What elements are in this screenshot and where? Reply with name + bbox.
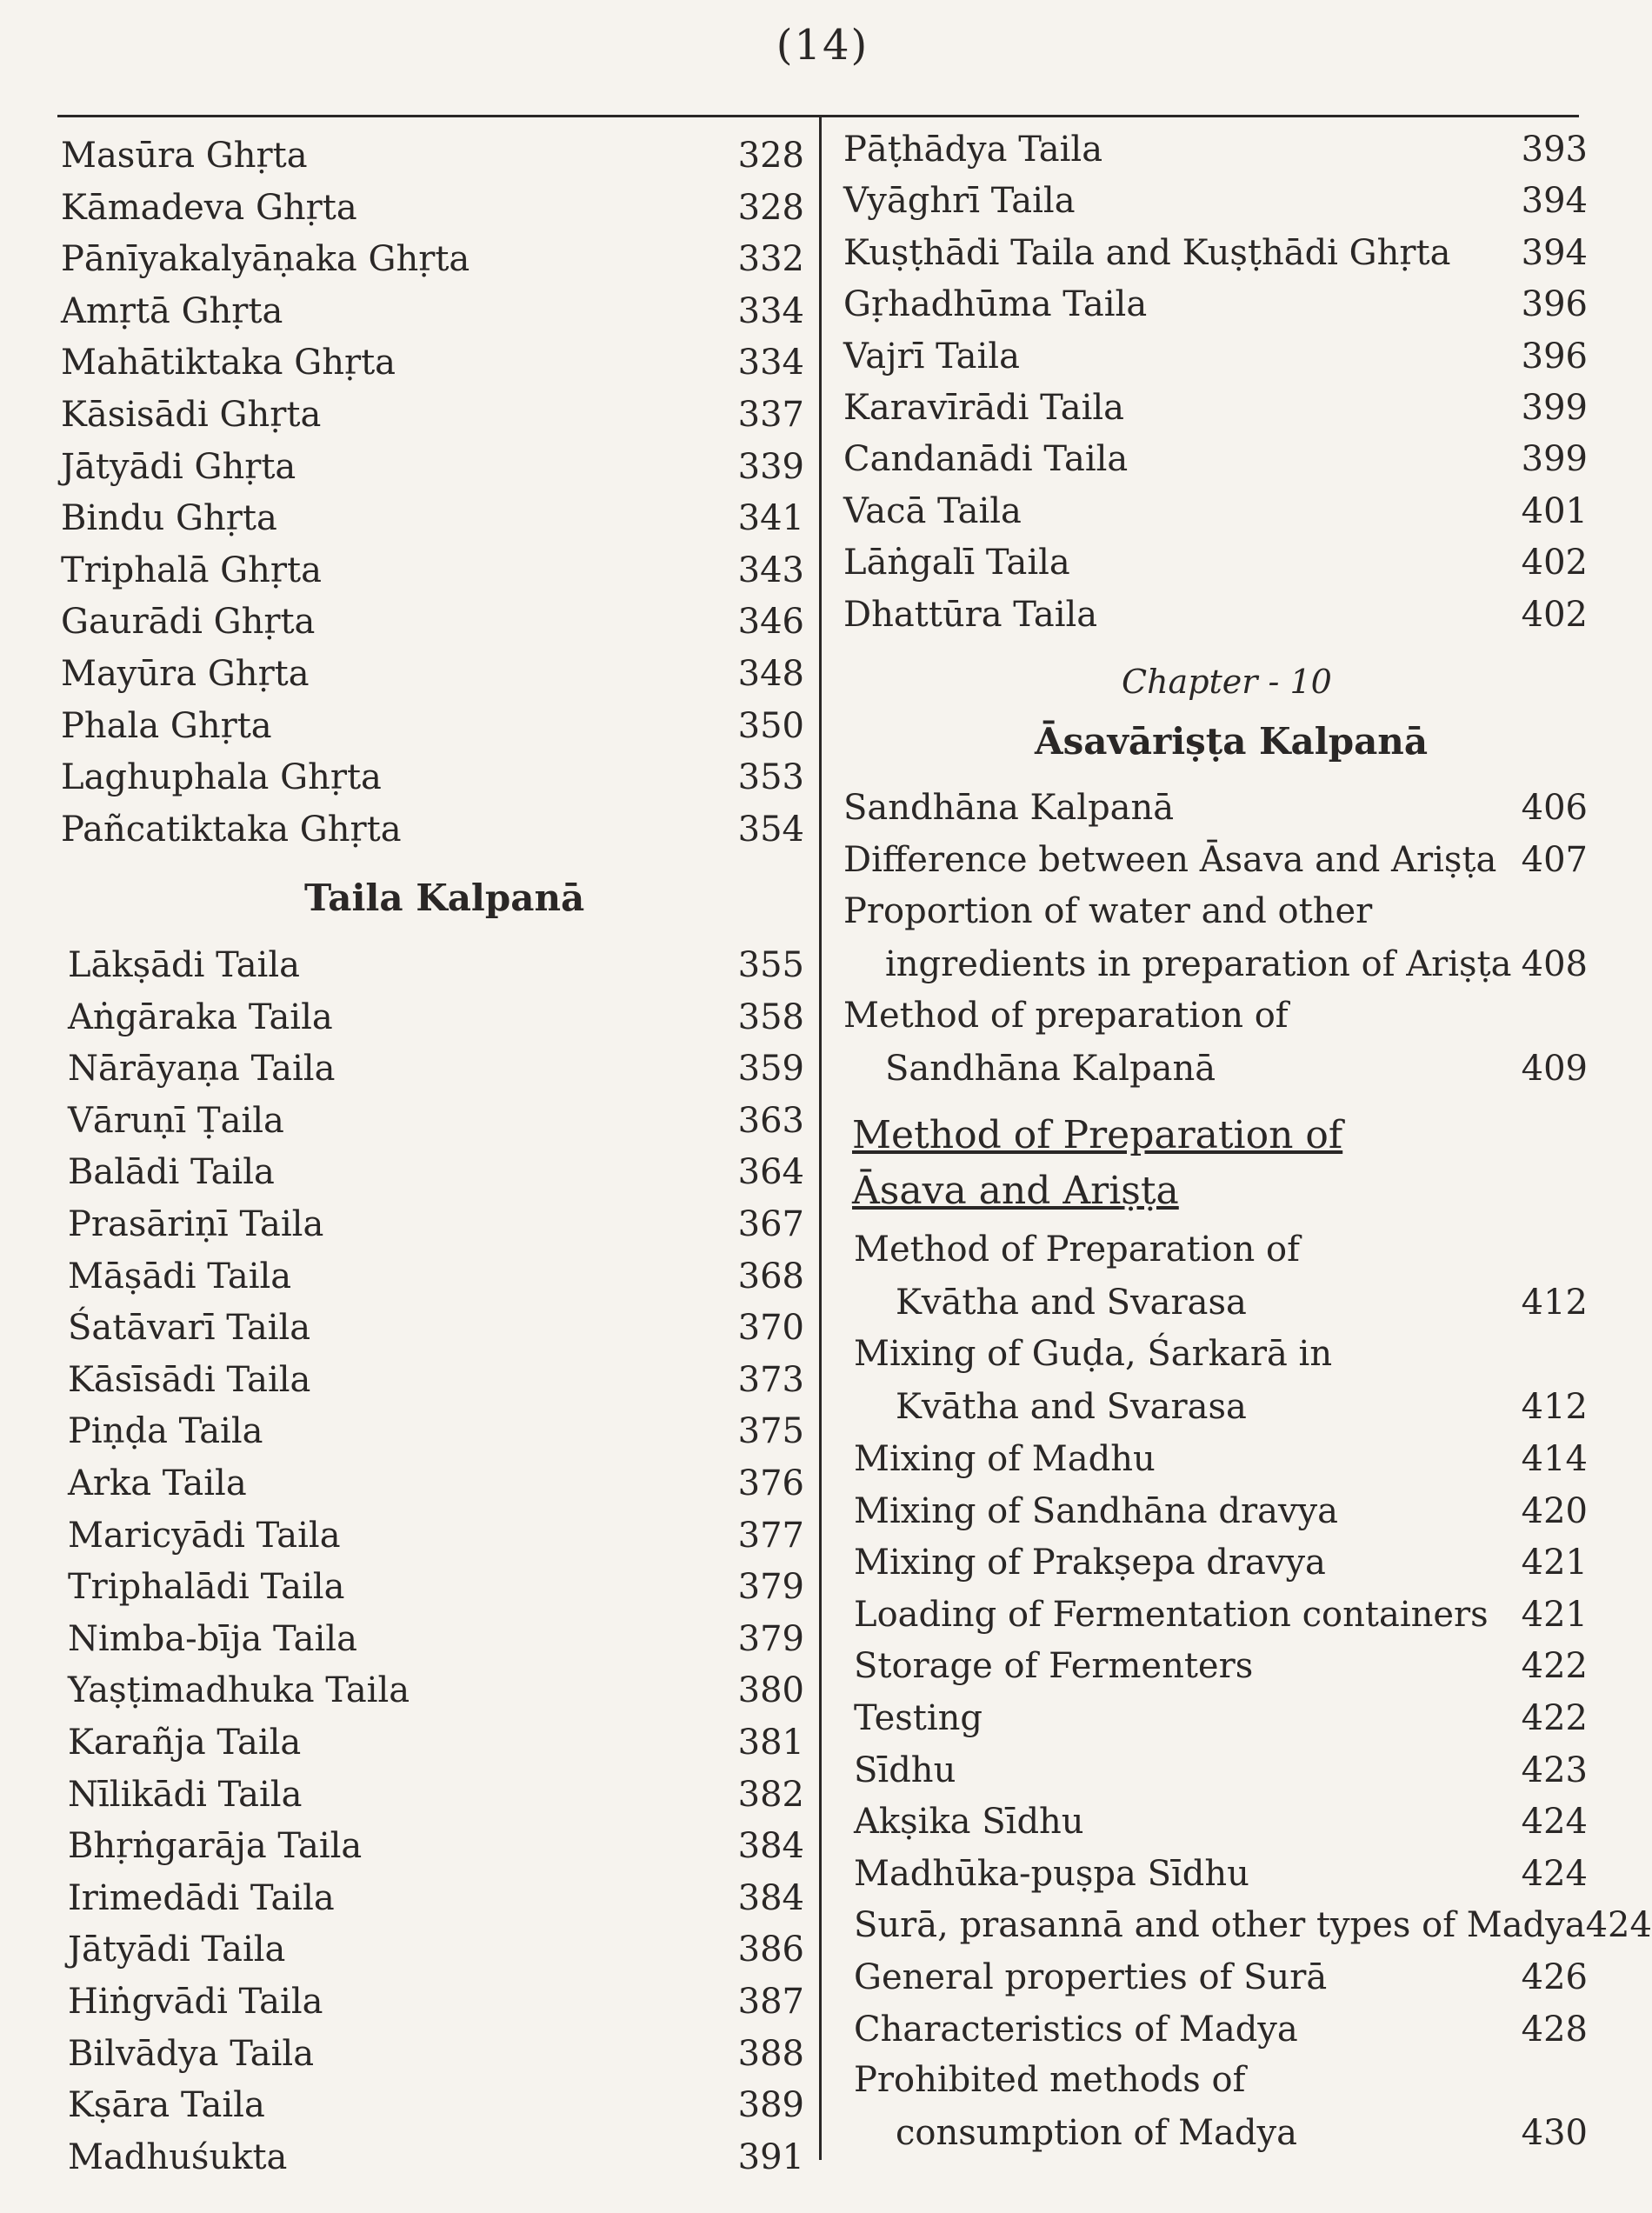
toc-entry [68, 1463, 804, 1504]
entry-title: Loading of Fermentation containers [854, 1594, 1489, 1635]
entry-page: 364 [737, 1152, 804, 1193]
entry-page: 402 [1521, 594, 1588, 635]
entry-title: Kāmadeva Ghṛta [61, 187, 357, 228]
entry-page: 391 [737, 2136, 804, 2177]
entry-page: 426 [1521, 1957, 1588, 1997]
entry-title: Nimba-bīja Taila [68, 1618, 357, 1659]
entry-title: General properties of Surā [854, 1957, 1328, 1997]
entry-page: 334 [737, 290, 804, 331]
entry-page: 380 [737, 1670, 804, 1711]
entry-title: Pañcatiktaka Ghṛta [61, 809, 402, 850]
toc-entry [68, 2033, 804, 2075]
entry-page: 420 [1521, 1490, 1588, 1531]
toc-entry [68, 1929, 804, 1970]
top-rule [57, 115, 1579, 117]
toc-entry [61, 342, 804, 383]
entry-page: 358 [737, 997, 804, 1037]
toc-entry [68, 2136, 804, 2178]
entry-title: Jātyādi Ghṛta [61, 446, 296, 487]
entry-page: 409 [1521, 1049, 1588, 1089]
entry-page: 328 [737, 187, 804, 228]
entry-title: Masūra Ghṛta [61, 136, 308, 176]
toc-entry [854, 2009, 1588, 2050]
entry-title: Triphalādi Taila [68, 1567, 345, 1608]
toc-entry [61, 809, 804, 850]
entry-page: 393 [1521, 130, 1588, 170]
entry-page: 399 [1521, 388, 1588, 428]
entry-title: Kāsisādi Ghṛta [61, 395, 322, 435]
entry-title: Yaṣṭimadhuka Taila [68, 1670, 410, 1711]
entry-title: Karañja Taila [68, 1723, 302, 1763]
entry-page: 396 [1521, 336, 1588, 377]
entry-title: Sīdhu [854, 1750, 956, 1790]
entry-page: 337 [737, 395, 804, 435]
toc-entry [68, 944, 804, 986]
entry-title: Mahātiktaka Ghṛta [61, 343, 396, 383]
toc-entry [68, 1515, 804, 1556]
entry-page: 414 [1521, 1439, 1588, 1479]
toc-entry [68, 1877, 804, 1919]
toc-entry [68, 1048, 804, 1090]
toc-entry [68, 2084, 804, 2126]
toc-entry [896, 2112, 1588, 2154]
entry-page: 367 [737, 1204, 804, 1244]
toc-entry [68, 1151, 804, 1193]
chapter-title: Āsavāriṣṭa Kalpanā [1035, 720, 1429, 763]
entry-title: Maricyādi Taila [68, 1515, 341, 1556]
entry-title-continued: ingredients in preparation of Ariṣṭa [885, 944, 1512, 984]
entry-title: Bindu Ghṛta [61, 498, 277, 539]
entry-title: Nīlikādi Taila [68, 1774, 303, 1815]
entry-title: Dhattūra Taila [843, 594, 1098, 635]
entry-title: Storage of Fermenters [854, 1646, 1254, 1687]
toc-entry [896, 1282, 1588, 1323]
entry-page: 407 [1521, 840, 1588, 880]
entry-title: Balādi Taila [68, 1152, 275, 1193]
toc-entry [843, 594, 1588, 636]
toc-entry [68, 1359, 804, 1401]
entry-page: 334 [737, 343, 804, 383]
entry-page: 370 [737, 1308, 804, 1349]
entry-title-continued: Kvātha and Svarasa [896, 1283, 1247, 1323]
toc-entry [843, 336, 1588, 377]
entry-title: Amṛtā Ghṛta [61, 290, 283, 331]
toc-entry [68, 997, 804, 1038]
entry-title: Prohibited methods of [854, 2060, 1246, 2101]
toc-entry [854, 1956, 1588, 1998]
entry-title: Akṣika Sīdhu [854, 1802, 1084, 1843]
entry-title: Lākṣādi Taila [68, 945, 300, 985]
toc-entry [854, 1853, 1588, 1895]
entry-title: Mayūra Ghṛta [61, 654, 310, 694]
toc-entry [68, 1981, 804, 2023]
toc-entry [854, 1750, 1588, 1791]
entry-page: 399 [1521, 439, 1588, 480]
entry-title: Madhūka-puṣpa Sīdhu [854, 1853, 1249, 1894]
entry-page: 424 [1521, 1802, 1588, 1843]
entry-title: Gṛhadhūma Taila [843, 284, 1148, 325]
entry-page: 412 [1521, 1387, 1588, 1427]
entry-title: Surā, prasannā and other types of Madya [854, 1905, 1586, 1946]
entry-page: 363 [737, 1100, 804, 1141]
entry-page: 376 [737, 1463, 804, 1503]
toc-entry [854, 1542, 1588, 1583]
entry-page: 396 [1521, 284, 1588, 325]
toc-entry [854, 1594, 1588, 1636]
entry-title: Arka Taila [68, 1463, 247, 1503]
entry-title-continued: Sandhāna Kalpanā [885, 1049, 1216, 1089]
entry-title: Phala Ghṛta [61, 705, 272, 746]
entry-title-continued: Kvātha and Svarasa [896, 1387, 1247, 1427]
entry-title: Madhuśukta [68, 2136, 288, 2177]
toc-entry [68, 1100, 804, 1142]
toc-entry [843, 129, 1588, 170]
entry-page: 394 [1521, 232, 1588, 273]
toc-entry [854, 1645, 1588, 1687]
entry-page: 379 [737, 1567, 804, 1608]
entry-page: 339 [737, 446, 804, 487]
toc-entry [843, 283, 1588, 325]
entry-page: 341 [737, 498, 804, 539]
entry-title: Bhṛṅgarāja Taila [68, 1826, 363, 1867]
entry-page: 388 [737, 2033, 804, 2074]
toc-entry [843, 387, 1588, 429]
toc-entry [68, 1670, 804, 1711]
entry-title: Māṣādi Taila [68, 1256, 292, 1296]
toc-entry [885, 1048, 1588, 1090]
entry-page: 430 [1521, 2113, 1588, 2154]
entry-page: 402 [1521, 543, 1588, 583]
entry-title: Kṣāra Taila [68, 2085, 265, 2126]
entry-title: Mixing of Sandhāna dravya [854, 1490, 1338, 1531]
entry-title: Triphalā Ghṛta [61, 550, 322, 590]
entry-title: Mixing of Prakṣepa dravya [854, 1543, 1326, 1583]
entry-page: 328 [737, 136, 804, 176]
entry-page: 343 [737, 550, 804, 590]
entry-title: Candanādi Taila [843, 439, 1129, 480]
entry-title: Irimedādi Taila [68, 1877, 335, 1918]
section-heading: Āsava and Ariṣṭa [852, 1169, 1179, 1213]
toc-entry [843, 232, 1588, 274]
toc-entry [68, 1774, 804, 1816]
entry-title: Prasāriṇī Taila [68, 1204, 324, 1244]
column-divider [819, 117, 822, 2160]
entry-page: 386 [737, 1930, 804, 1970]
entry-page: 389 [737, 2085, 804, 2126]
entry-title: Testing [854, 1698, 983, 1738]
entry-title: Vacā Taila [843, 490, 1022, 531]
entry-page: 373 [737, 1359, 804, 1400]
entry-page: 428 [1521, 2009, 1588, 2050]
entry-title: Sandhāna Kalpanā [843, 788, 1175, 828]
toc-entry [854, 1697, 1588, 1739]
entry-title: Hiṅgvādi Taila [68, 1982, 323, 2022]
entry-page: 332 [737, 239, 804, 280]
entry-page: 350 [737, 705, 804, 746]
toc-entry [61, 705, 804, 747]
toc-entry [68, 1618, 804, 1660]
entry-title: Kāsīsādi Taila [68, 1359, 311, 1400]
toc-entry [61, 394, 804, 436]
toc-entry [885, 943, 1588, 985]
entry-page: 406 [1521, 788, 1588, 828]
toc-entry [843, 180, 1588, 222]
toc-entry [854, 1904, 1652, 1946]
entry-title: Śatāvarī Taila [68, 1308, 311, 1349]
entry-title: Vāruṇī Ṭaila [68, 1100, 284, 1141]
entry-page: 382 [737, 1774, 804, 1815]
entry-page: 408 [1521, 944, 1588, 984]
entry-page: 384 [737, 1877, 804, 1918]
toc-entry [854, 1438, 1588, 1480]
entry-page: 346 [737, 602, 804, 643]
entry-title: Piṇḍa Taila [68, 1411, 263, 1452]
entry-page: 381 [737, 1723, 804, 1763]
toc-entry [854, 1490, 1588, 1532]
entry-page: 354 [737, 809, 804, 850]
toc-entry [61, 290, 804, 332]
entry-title: Jātyādi Taila [68, 1930, 286, 1970]
page-number: (14) [776, 21, 869, 70]
toc-entry [68, 1256, 804, 1297]
toc-entry [68, 1410, 804, 1452]
chapter-label: Chapter - 10 [1122, 663, 1332, 701]
entry-title: Aṅgāraka Taila [68, 997, 333, 1037]
entry-title: Karavīrādi Taila [843, 388, 1125, 428]
entry-title: Lāṅgalī Taila [843, 543, 1070, 583]
toc-entry [61, 550, 804, 591]
entry-title: Difference between Āsava and Ariṣṭa [843, 840, 1497, 880]
entry-title: Mixing of Guḍa, Śarkarā in [854, 1334, 1333, 1374]
toc-entry [68, 1722, 804, 1763]
entry-page: 368 [737, 1256, 804, 1296]
entry-page: 423 [1521, 1750, 1588, 1790]
toc-entry [854, 1801, 1588, 1843]
section-heading: Taila Kalpanā [304, 877, 585, 919]
entry-title: Method of Preparation of [854, 1230, 1300, 1270]
entry-title: Vyāghrī Taila [843, 181, 1076, 222]
entry-page: 394 [1521, 181, 1588, 222]
entry-page: 422 [1521, 1646, 1588, 1687]
toc-entry [61, 653, 804, 695]
entry-page: 387 [737, 1982, 804, 2022]
toc-entry [843, 490, 1588, 532]
toc-entry [68, 1825, 804, 1867]
entry-title: Proportion of water and other [843, 891, 1373, 931]
toc-entry [843, 787, 1588, 829]
entry-page: 421 [1521, 1543, 1588, 1583]
toc-entry [68, 1203, 804, 1245]
entry-title: Nārāyaṇa Taila [68, 1049, 336, 1090]
toc-entry [843, 438, 1588, 480]
toc-entry [68, 1307, 804, 1349]
entry-title: Bilvādya Taila [68, 2033, 315, 2074]
toc-entry [61, 757, 804, 798]
entry-title: Characteristics of Madya [854, 2009, 1298, 2050]
entry-page: 424 [1585, 1905, 1652, 1946]
entry-page: 401 [1521, 490, 1588, 531]
entry-title: Laghuphala Ghṛta [61, 757, 382, 798]
toc-entry [61, 187, 804, 229]
entry-page: 377 [737, 1515, 804, 1556]
entry-title-continued: consumption of Madya [896, 2113, 1297, 2154]
entry-title: Pānīyakalyāṇaka Ghṛta [61, 239, 470, 280]
entry-page: 421 [1521, 1594, 1588, 1635]
entry-title: Kuṣṭhādi Taila and Kuṣṭhādi Ghṛta [843, 232, 1451, 273]
toc-entry [61, 497, 804, 539]
entry-title: Method of preparation of [843, 996, 1289, 1036]
toc-entry [843, 839, 1588, 881]
section-heading: Method of Preparation of [852, 1113, 1343, 1157]
entry-page: 424 [1521, 1853, 1588, 1894]
entry-page: 412 [1521, 1283, 1588, 1323]
toc-entry [843, 542, 1588, 583]
entry-page: 359 [737, 1049, 804, 1090]
entry-title: Mixing of Madhu [854, 1439, 1156, 1479]
entry-page: 422 [1521, 1698, 1588, 1738]
entry-page: 384 [737, 1826, 804, 1867]
entry-title: Pāṭhādya Taila [843, 130, 1103, 170]
toc-entry [61, 601, 804, 643]
toc-entry [68, 1566, 804, 1608]
entry-title: Vajrī Taila [843, 336, 1020, 377]
toc-entry [61, 135, 804, 177]
toc-entry [61, 238, 804, 280]
entry-page: 355 [737, 945, 804, 985]
entry-page: 348 [737, 654, 804, 694]
entry-page: 379 [737, 1618, 804, 1659]
toc-entry [61, 446, 804, 488]
entry-page: 353 [737, 757, 804, 798]
toc-entry [896, 1386, 1588, 1428]
entry-page: 375 [737, 1411, 804, 1452]
entry-title: Gaurādi Ghṛta [61, 602, 316, 643]
